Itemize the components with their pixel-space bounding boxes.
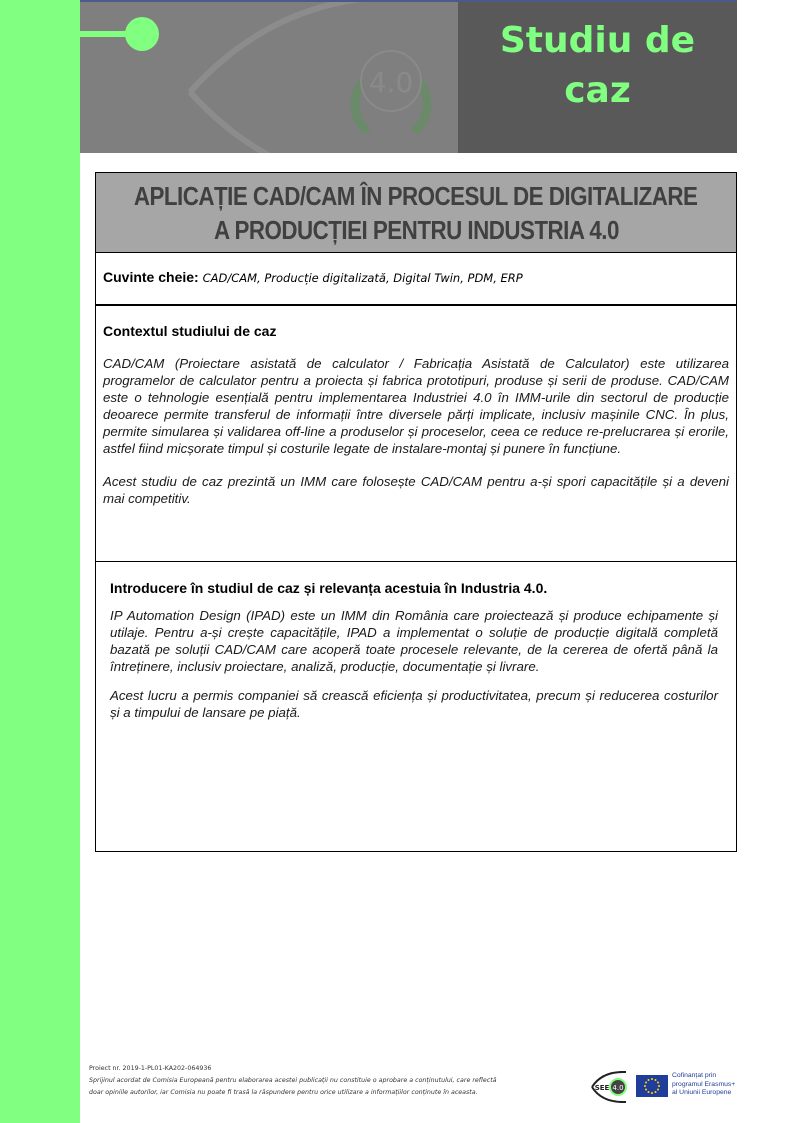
eu-funding-text [672,1072,752,1098]
introduction-section [95,562,737,852]
eu-text-line-1: Cofinanțat prin [672,1072,717,1079]
project-number: Proiect nr. 2019-1-PL01-KA202-064936 [89,1065,212,1072]
see-logo-text: SEE [594,1084,610,1092]
document-title-line-1: APLICAȚIE CAD/CAM ÎN PROCESUL DE DIGITALIZARE [134,180,698,211]
badge-text: 4.0 [368,66,414,99]
see-logo-badge: 4.0 [612,1084,624,1092]
keywords-label: Cuvinte cheie: [103,269,199,285]
keywords-values: CAD/CAM, Producție digitalizată, Digital Twin, PDM, ERP [202,271,523,285]
introduction-heading: Introducere în studiul de caz și relevanța acestuia în Industria 4.0. [110,580,548,596]
see-logo-icon [590,1071,630,1103]
case-study-title [458,16,737,116]
context-paragraph-1: CAD/CAM (Proiectare asistată de calculator / Fabricația Asistată de Calculator) este utilizarea programelor de calculator pentru a proiecta și fabrica prototipuri, produse și serii de produse. CAD/CAM este o tehnologie esențială pentru implementarea Industriei 4.0 în IMM-urile din sectorul de producție deoarece permite transferul de informații între diversele părți implicate, inclusiv mașinile CNC. În plus, permite simularea și validarea off-line a produselor și proceselor, ceea ce reduce re-prelucrarea și erorile, astfel fiind micșorate timpul și costurile legate de instalare-montaj și punere în funcțiune. [103,356,729,456]
keywords-box [95,252,737,306]
disclaimer-line-2: doar opiniile autorilor, iar Comisia nu poate fi trasă la răspundere pentru orice utilizare a informațiilor conținute în aceasta. [89,1089,478,1096]
disclaimer-line-1: Sprijinul acordat de Comisia Europeană pentru elaborarea acestei publicații nu constituie o aprobare a conținutului, care reflectă [89,1077,497,1084]
eu-text-line-2: programul Erasmus+ [672,1080,736,1088]
eu-text-line-3: al Uniunii Europene [672,1089,732,1096]
connector-dot [125,17,159,51]
title-line-1: Studiu de [499,20,696,61]
context-paragraph-2: Acest studiu de caz prezintă un IMM care folosește CAD/CAM pentru a-și spori capacitățile și a deveni mai competitiv. [103,474,729,506]
header-decoration [80,2,458,153]
context-section [95,306,737,562]
context-heading: Contextul studiului de caz [103,323,277,339]
document-title-box [95,172,737,252]
header-title-panel [458,0,737,153]
footer-text [89,1063,589,1099]
header-graphic [80,0,458,153]
introduction-paragraph-2: Acest lucru a permis companiei să crească eficiența și productivitatea, precum și reducerea costurilor și a timpului de lansare pe piață. [110,688,718,720]
document-title-line-2: A PRODUCȚIEI PENTRU INDUSTRIA 4.0 [213,214,619,245]
eu-flag-icon [636,1075,668,1097]
introduction-paragraph-1: IP Automation Design (IPAD) este un IMM din România care proiectează și produce echipamente și utilaje. Pentru a-și crește capacitățile, IPAD a implementat o soluție de producție digitală completă bazată pe soluții CAD/CAM care acoperă toate procesele relevante, de la cererea de ofertă până la întreținere, inclusiv proiectare, analiză, producție, documentație și livrare. [110,608,718,674]
title-line-2: caz [564,70,631,111]
side-accent-strip [0,0,80,1123]
